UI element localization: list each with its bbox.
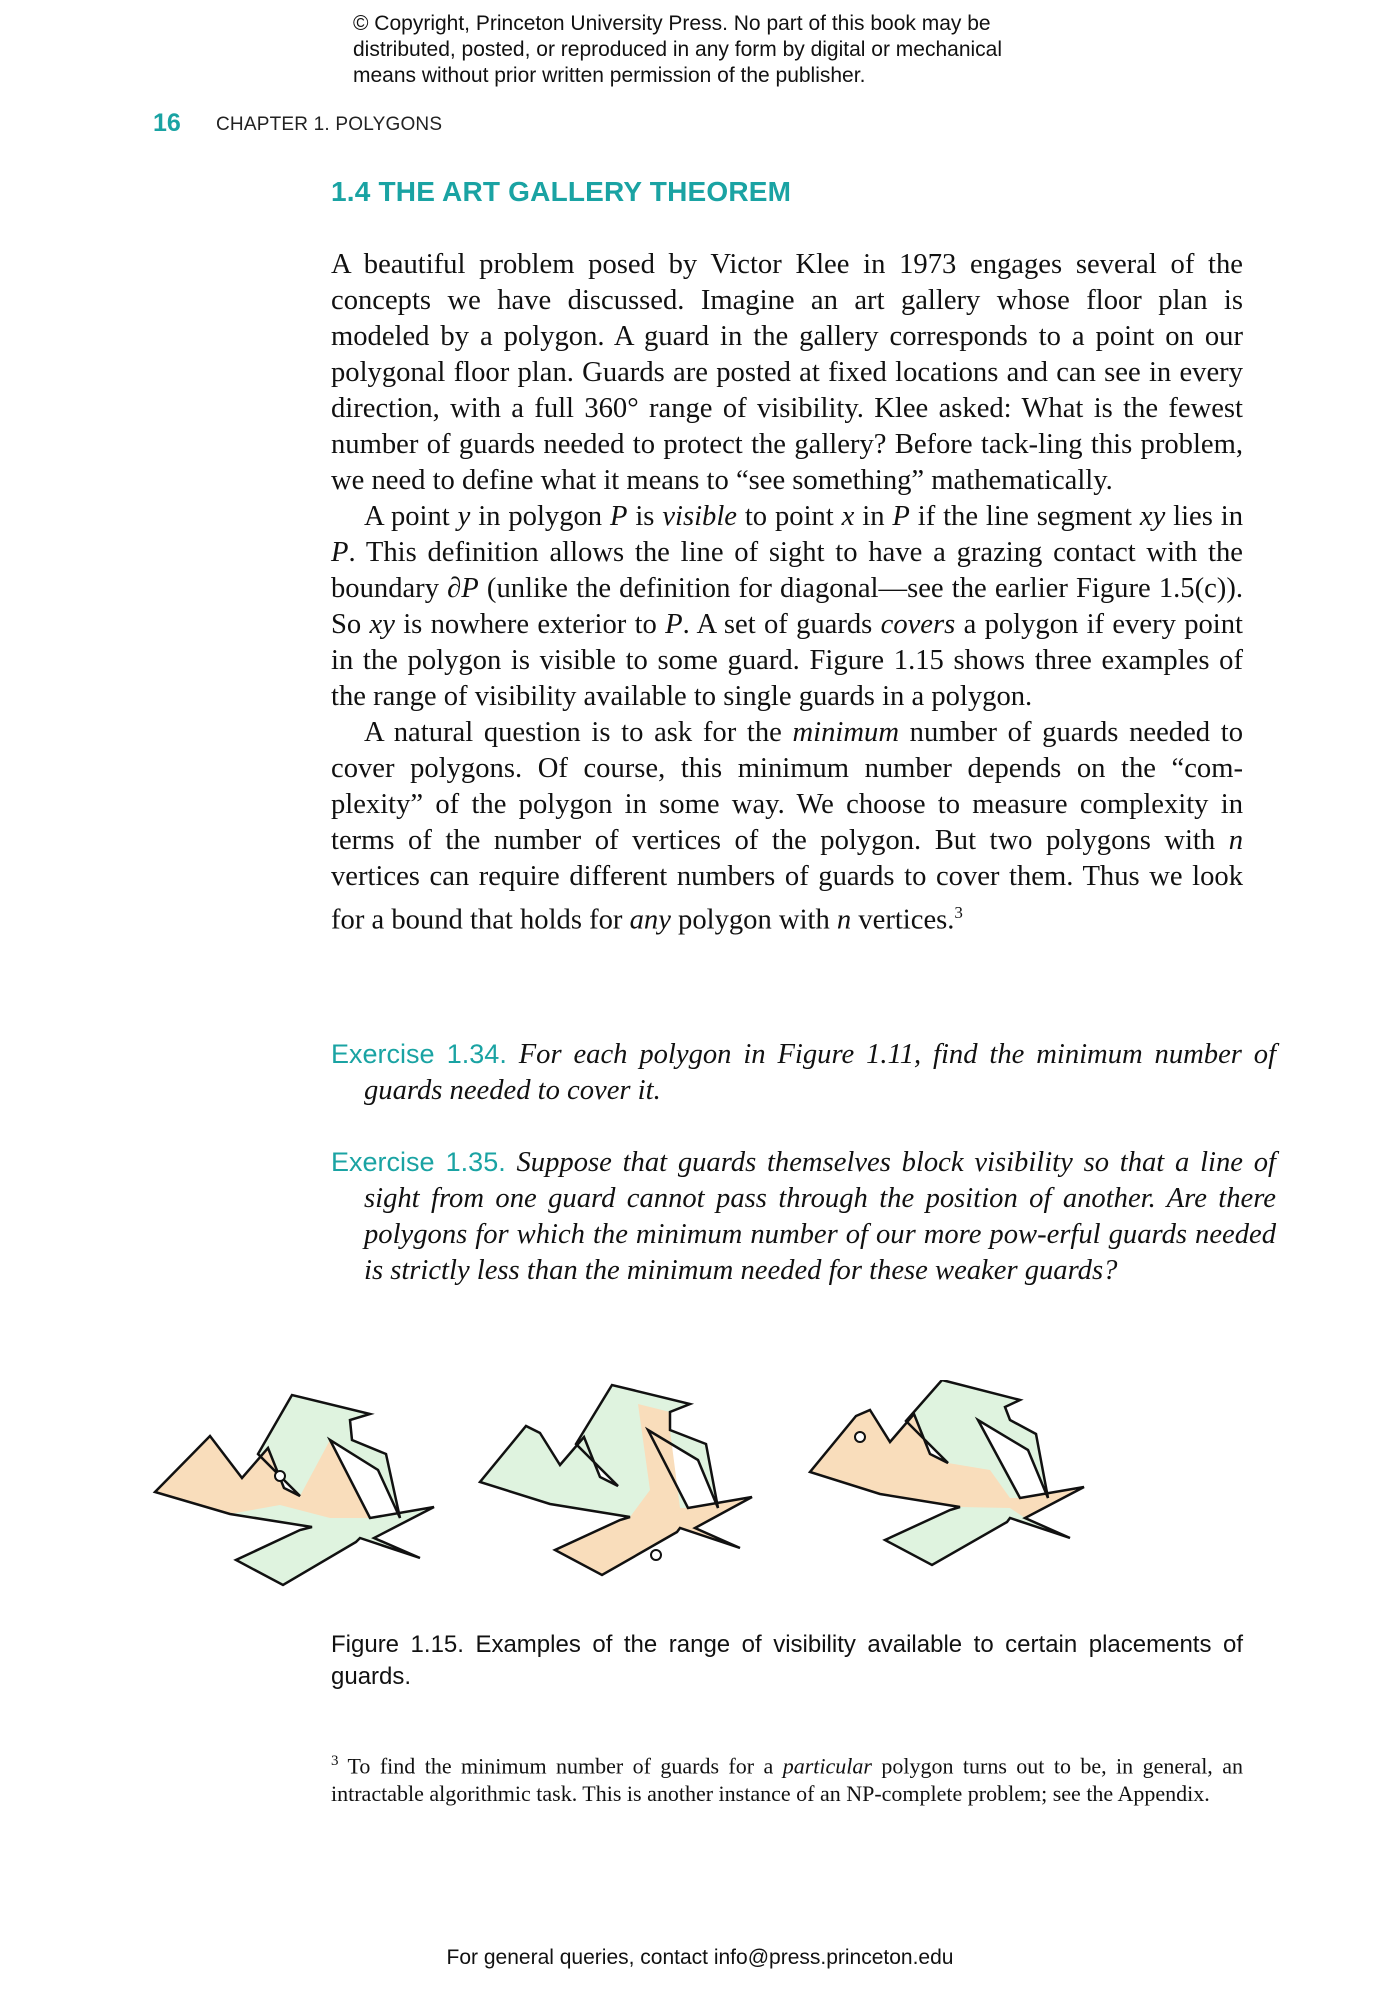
exercise-text: For each polygon in Figure 1.11, find the minimum number of guards needed to cover it. (364, 1039, 1277, 1106)
exercise-label: Exercise 1.35. (331, 1147, 506, 1177)
running-head: CHAPTER 1. POLYGONS (216, 114, 443, 135)
page-footer: For general queries, contact info@press.princeton.edu (446, 1946, 954, 1969)
footnote: $^3$ To find the minimum number of guards for a particular polygon turns out to be, in general, an intractable algorithmic task. This is another instance of an NP-complete problem; see the Appendix. (331, 1753, 1243, 1807)
page-number: 16 (153, 109, 181, 137)
exercise-text: Suppose that guards themselves block visibility so that a line of sight from one guard cannot pass through the position of another. Are there polygons for which the minimum number of our more pow-erful guards needed is strictly less than the minimum needed for these weaker guards? (364, 1147, 1276, 1286)
exercise-1-35 (331, 1144, 1276, 1289)
guard-marker (651, 1550, 661, 1560)
body-text (331, 247, 1243, 939)
copyright-line: distributed, posted, or reproduced in any form by digital or mechanical (353, 38, 1003, 61)
guard-marker (275, 1471, 285, 1481)
any-term: any (629, 904, 671, 936)
figure-caption: Figure 1.15. Examples of the range of visibility available to certain placements of guards. (331, 1631, 1243, 1690)
copyright-line: means without prior written permission of the publisher. (353, 64, 866, 87)
guard-marker (855, 1432, 865, 1442)
covers-term: covers (880, 609, 956, 640)
section-title: 1.4 THE ART GALLERY THEOREM (331, 176, 792, 207)
paragraph-2: A point y in polygon P is visible to point x in P if the line segment xy lies in P. This definition allows the line of sight to have a grazing contact with the boundary ∂P (unlike the definition for diagonal—see the earlier Figure 1.5(c)). So xy is nowhere exterior to P. A set of guards covers a polygon if every point in the polygon is visible to some guard. Figure 1.15 shows three examples of the range of visibility available to single guards in a polygon. (331, 501, 1243, 712)
polygon-example-3 (810, 1380, 1084, 1565)
paragraph-1: A beautiful problem posed by Victor Klee in 1973 engages several of the concepts we have discussed. Imagine an art gallery whose floor plan is modeled by a polygon. A guard in the gallery corresponds to a point on our polygonal floor plan. Guards are posted at fixed locations and can see in every direction, with a full 360° range of visibility. Klee asked: What is the fewest number of guards needed to protect the gallery? Before tack-ling this problem, we need to define what it means to “see something” mathematically. (331, 249, 1243, 496)
exercise-label: Exercise 1.34. (331, 1039, 507, 1069)
copyright-notice (353, 11, 1113, 89)
polygon-example-1 (155, 1395, 434, 1585)
footnote-marker[interactable]: 3 (954, 903, 963, 922)
copyright-line: © Copyright, Princeton University Press. No part of this book may be (353, 12, 991, 35)
exercise-1-34 (331, 1036, 1276, 1109)
paragraph-3: A natural question is to ask for the minimum number of guards needed to cover polygons. Of course, this minimum number depends on the “com-plexity” of the polygon in some way. We choose to measure complexity in terms of the number of vertices of the polygon. But two polygons with n vertices can require different numbers of guards to cover them. Thus we look for a bound that holds for any polygon with n vertices.$^3$ (331, 717, 1243, 936)
polygon-example-2 (480, 1385, 752, 1575)
footnote-number: 3 (331, 1753, 339, 1769)
visible-term: visible (662, 501, 737, 532)
figure-1-15 (150, 1380, 1260, 1610)
minimum-term: minimum (792, 717, 899, 748)
